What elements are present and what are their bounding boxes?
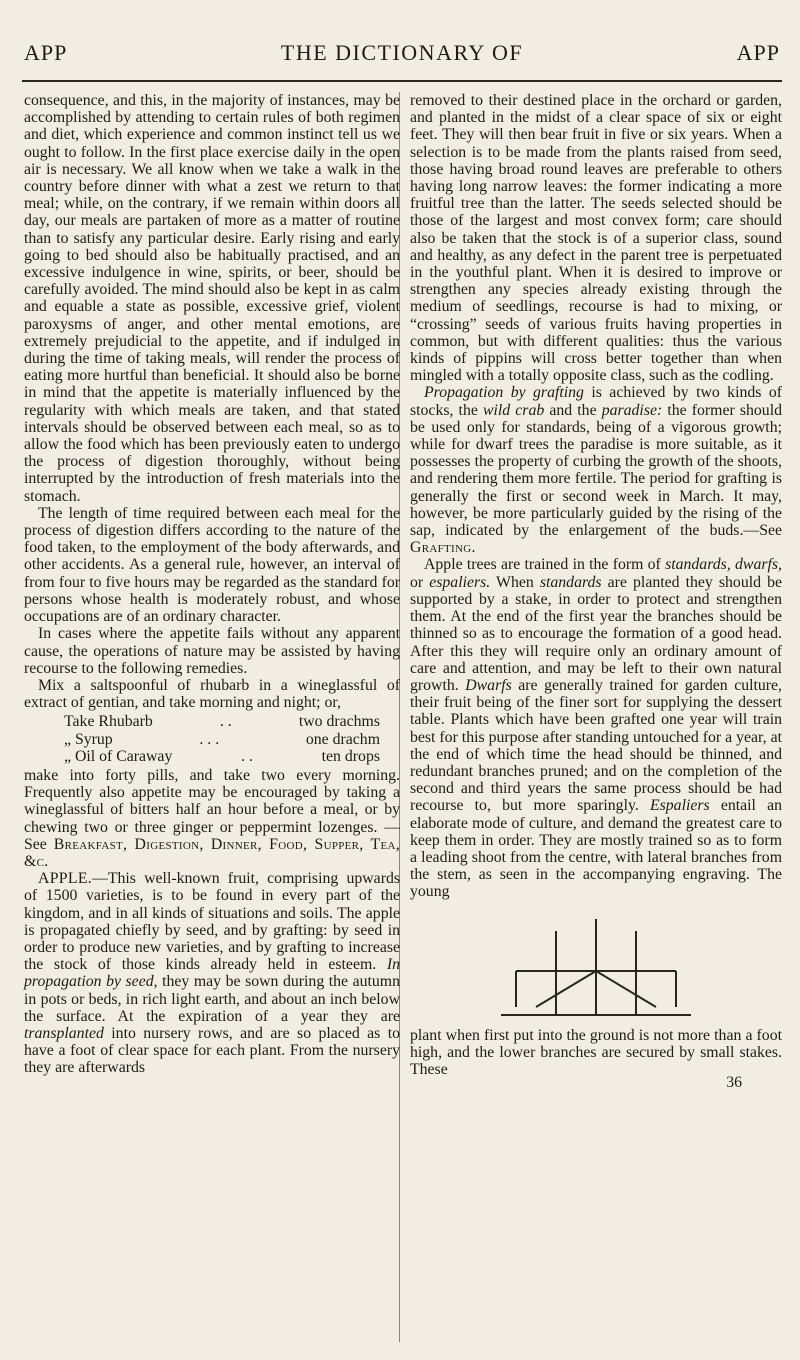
text-run: are generally trained for garden culture, their fruit being of the finer sort for supplying the dessert table. Plants which have been grafted one year will train best for this purpose after standing untouched for a year, at the end of which time the head should be thinned, and redundant branches pruned; and on the completion of the second and third years the same process should be had recourse to, but more sparingly. (410, 676, 783, 815)
recipe-row (24, 731, 400, 748)
italic-run: In propagation by seed, (24, 956, 400, 991)
header-title: THE DICTIONARY OF (280, 40, 524, 65)
paragraph: In cases where the appetite fails without any apparent cause, the operations of nature may be assisted by having recourse to the following remedies. (24, 625, 400, 677)
cross-reference: Grafting. (410, 539, 476, 557)
page-number: 36 (726, 1074, 742, 1092)
header-rule (22, 80, 782, 82)
text-run: or (410, 573, 430, 591)
italic-run: Propagation by grafting (424, 384, 584, 402)
cross-reference: Breakfast, Digestion, Dinner, Food, Supper, Tea, &c. (24, 835, 400, 870)
text-run: are planted they should be supported by a stake, in order to protect and strengthen them. At the end of the first year the branches should be thinned so as to encourage the formation of a good head. After this they will require only an ordinary amount of care and attention, and may be left to their own natural growth. (410, 573, 783, 694)
recipe-item: „ Oil of Caraway (64, 747, 173, 765)
text-run: and the (544, 401, 602, 419)
paragraph: removed to their destined place in the orchard or garden, and planted in the midst of a clear space of six or eight feet. They will then bear fruit in five or six years. When a selection is to be made from the plants raised from seed, those having broad round leaves are preferable to others having long narrow leaves: the former indicating a more fruitful tree than the latter. The seeds selected should be those of the largest and most convex form; care should also be taken that the stock is of a superior class, sound and healthy, as any defect in the parent tree is perpetuated in the youthful plant. When it is desired to improve or strengthen any species already existing through the medium of seedlings, recourse is had to mixing, or “crossing” seeds of various fruits having properties in common, but with different qualities: thus the various kinds of pippins will cross better together than when mingled with a totally opposite class, such as the codling. (410, 92, 782, 385)
recipe-dots: . . . (199, 730, 220, 748)
recipe-qty: one drachm (305, 730, 380, 748)
italic-run: Dwarfs (465, 676, 512, 694)
recipe-dots: . . (241, 747, 253, 765)
paragraph (24, 870, 400, 1076)
paragraph: The length of time required between each meal for the process of digestion differs according to the nature of the food taken, to the employment of the body afterwards, and other accidents. As a general rule, however, an interval of from four to five hours may be regarded as the standard for persons whose health is moderately robust, and whose occupations are of an ordinary character. (24, 504, 400, 626)
recipe-list (24, 713, 400, 765)
paragraph: consequence, and this, in the majority of instances, may be accomplished by attending to certain rules of both regimen and diet, which experience and common instinct tell us we ought to follow. In the first place exercise daily in the open air is necessary. We all know when we take a walk in the country before dinner with what a zest we return to that meal; while, on the contrary, if we remain within doors all day, our meals are partaken of more as a matter of routine than to satisfy any particular desire. Early rising and early going to bed should also be habitually practised, and an excessive indulgence in wine, spirits, or beer, should be carefully avoided. The mind should also be kept in as calm and equable a state as possible, excessive grief, violent paroxysms of anger, and other mental emotions, are extremely prejudicial to the appetite, and if indulged in during the time of taking meals, will render the process of eating more hurtful than beneficial. It should also be borne in mind that the appetite is materially influenced by the regularity with which meals are taken, and that stated intervals should be observed between each meal, so as to allow the food which has been previously eaten to undergo the process of digestion thoroughly, without being interrupted by the introduction of fresh materials into the stomach. (24, 92, 400, 505)
text-run: make into forty pills, and take two every morning. Frequently also appetite may be encouraged by taking a wineglassful of bitters half an hour before a meal, or by chewing two or three ginger or peppermint lozenges. — See (24, 766, 400, 853)
italic-run: paradise: (601, 401, 663, 419)
text-run: the former should be used only for standards, being of a vigorous growth; while for dwarf trees the paradise is more suitable, as it possesses the property of curbing the growth of the shoots, and rendering them more fertile. The period for grafting is generally the first or second week in March. It may, however, be more particularly guided by the rising of the sap, indicated by the enlargement of the buds.—See (410, 401, 782, 540)
text-run: they may be sown during the autumn in pots or beds, in rich light earth, and about an inch below the surface. At the expiration of a year they are (24, 973, 400, 1025)
italic-run: standards, dwarfs, (665, 556, 782, 574)
text-run: —This well-known fruit, comprising upwards of 1500 varieties, is to be found in every part of the kingdom, and in all kinds of situations and soils. The apple is propagated chiefly by seed, and by grafting: by seed in order to produce new varieties, and by grafting to increase the stock of those kinds already held in esteem. (24, 870, 400, 974)
italic-run: standards (539, 573, 602, 591)
text-run: Apple trees are trained in the form of (424, 556, 666, 574)
recipe-dots: . . (219, 713, 232, 731)
paragraph (410, 384, 782, 556)
italic-run: Espaliers (649, 797, 710, 815)
recipe-item: „ Syrup (64, 730, 113, 748)
paragraph: Mix a saltspoonful of rhubarb in a wineglassful of extract of gentian, and take morning and night; or, (24, 676, 400, 712)
recipe-item: Take Rhubarb (64, 713, 153, 731)
paragraph (24, 767, 400, 870)
header-left: APP (24, 40, 68, 65)
espalier-tree-icon (496, 911, 696, 1021)
text-run: When (490, 573, 540, 591)
italic-run: transplanted (24, 1024, 104, 1042)
text-run: entail an elaborate mode of culture, and demand the greatest care to keep them in order. They are mostly trained so as to form a leading shoot from the centre, with lateral branches from the stem, as seen in the accompanying engraving. The young (410, 797, 782, 901)
text-run: into nursery rows, and are so placed as to have a foot of clear space for each plant. From the nursery they are afterwards (24, 1024, 400, 1077)
entry-heading: APPLE. (38, 870, 93, 888)
paragraph (410, 556, 782, 900)
text-run: is achieved by two kinds of stocks, the (410, 384, 782, 419)
recipe-row (24, 713, 400, 730)
recipe-row (24, 748, 400, 765)
paragraph: plant when first put into the ground is not more than a foot high, and the lower branches are secured by small stakes. These (410, 1026, 782, 1078)
running-header (24, 40, 780, 80)
italic-run: wild crab (482, 401, 545, 419)
right-column (410, 92, 782, 1091)
recipe-qty: ten drops (321, 747, 380, 765)
header-right: APP (736, 40, 780, 65)
left-column (24, 92, 400, 1077)
italic-run: espaliers. (429, 573, 491, 591)
recipe-qty: two drachms (298, 713, 380, 731)
